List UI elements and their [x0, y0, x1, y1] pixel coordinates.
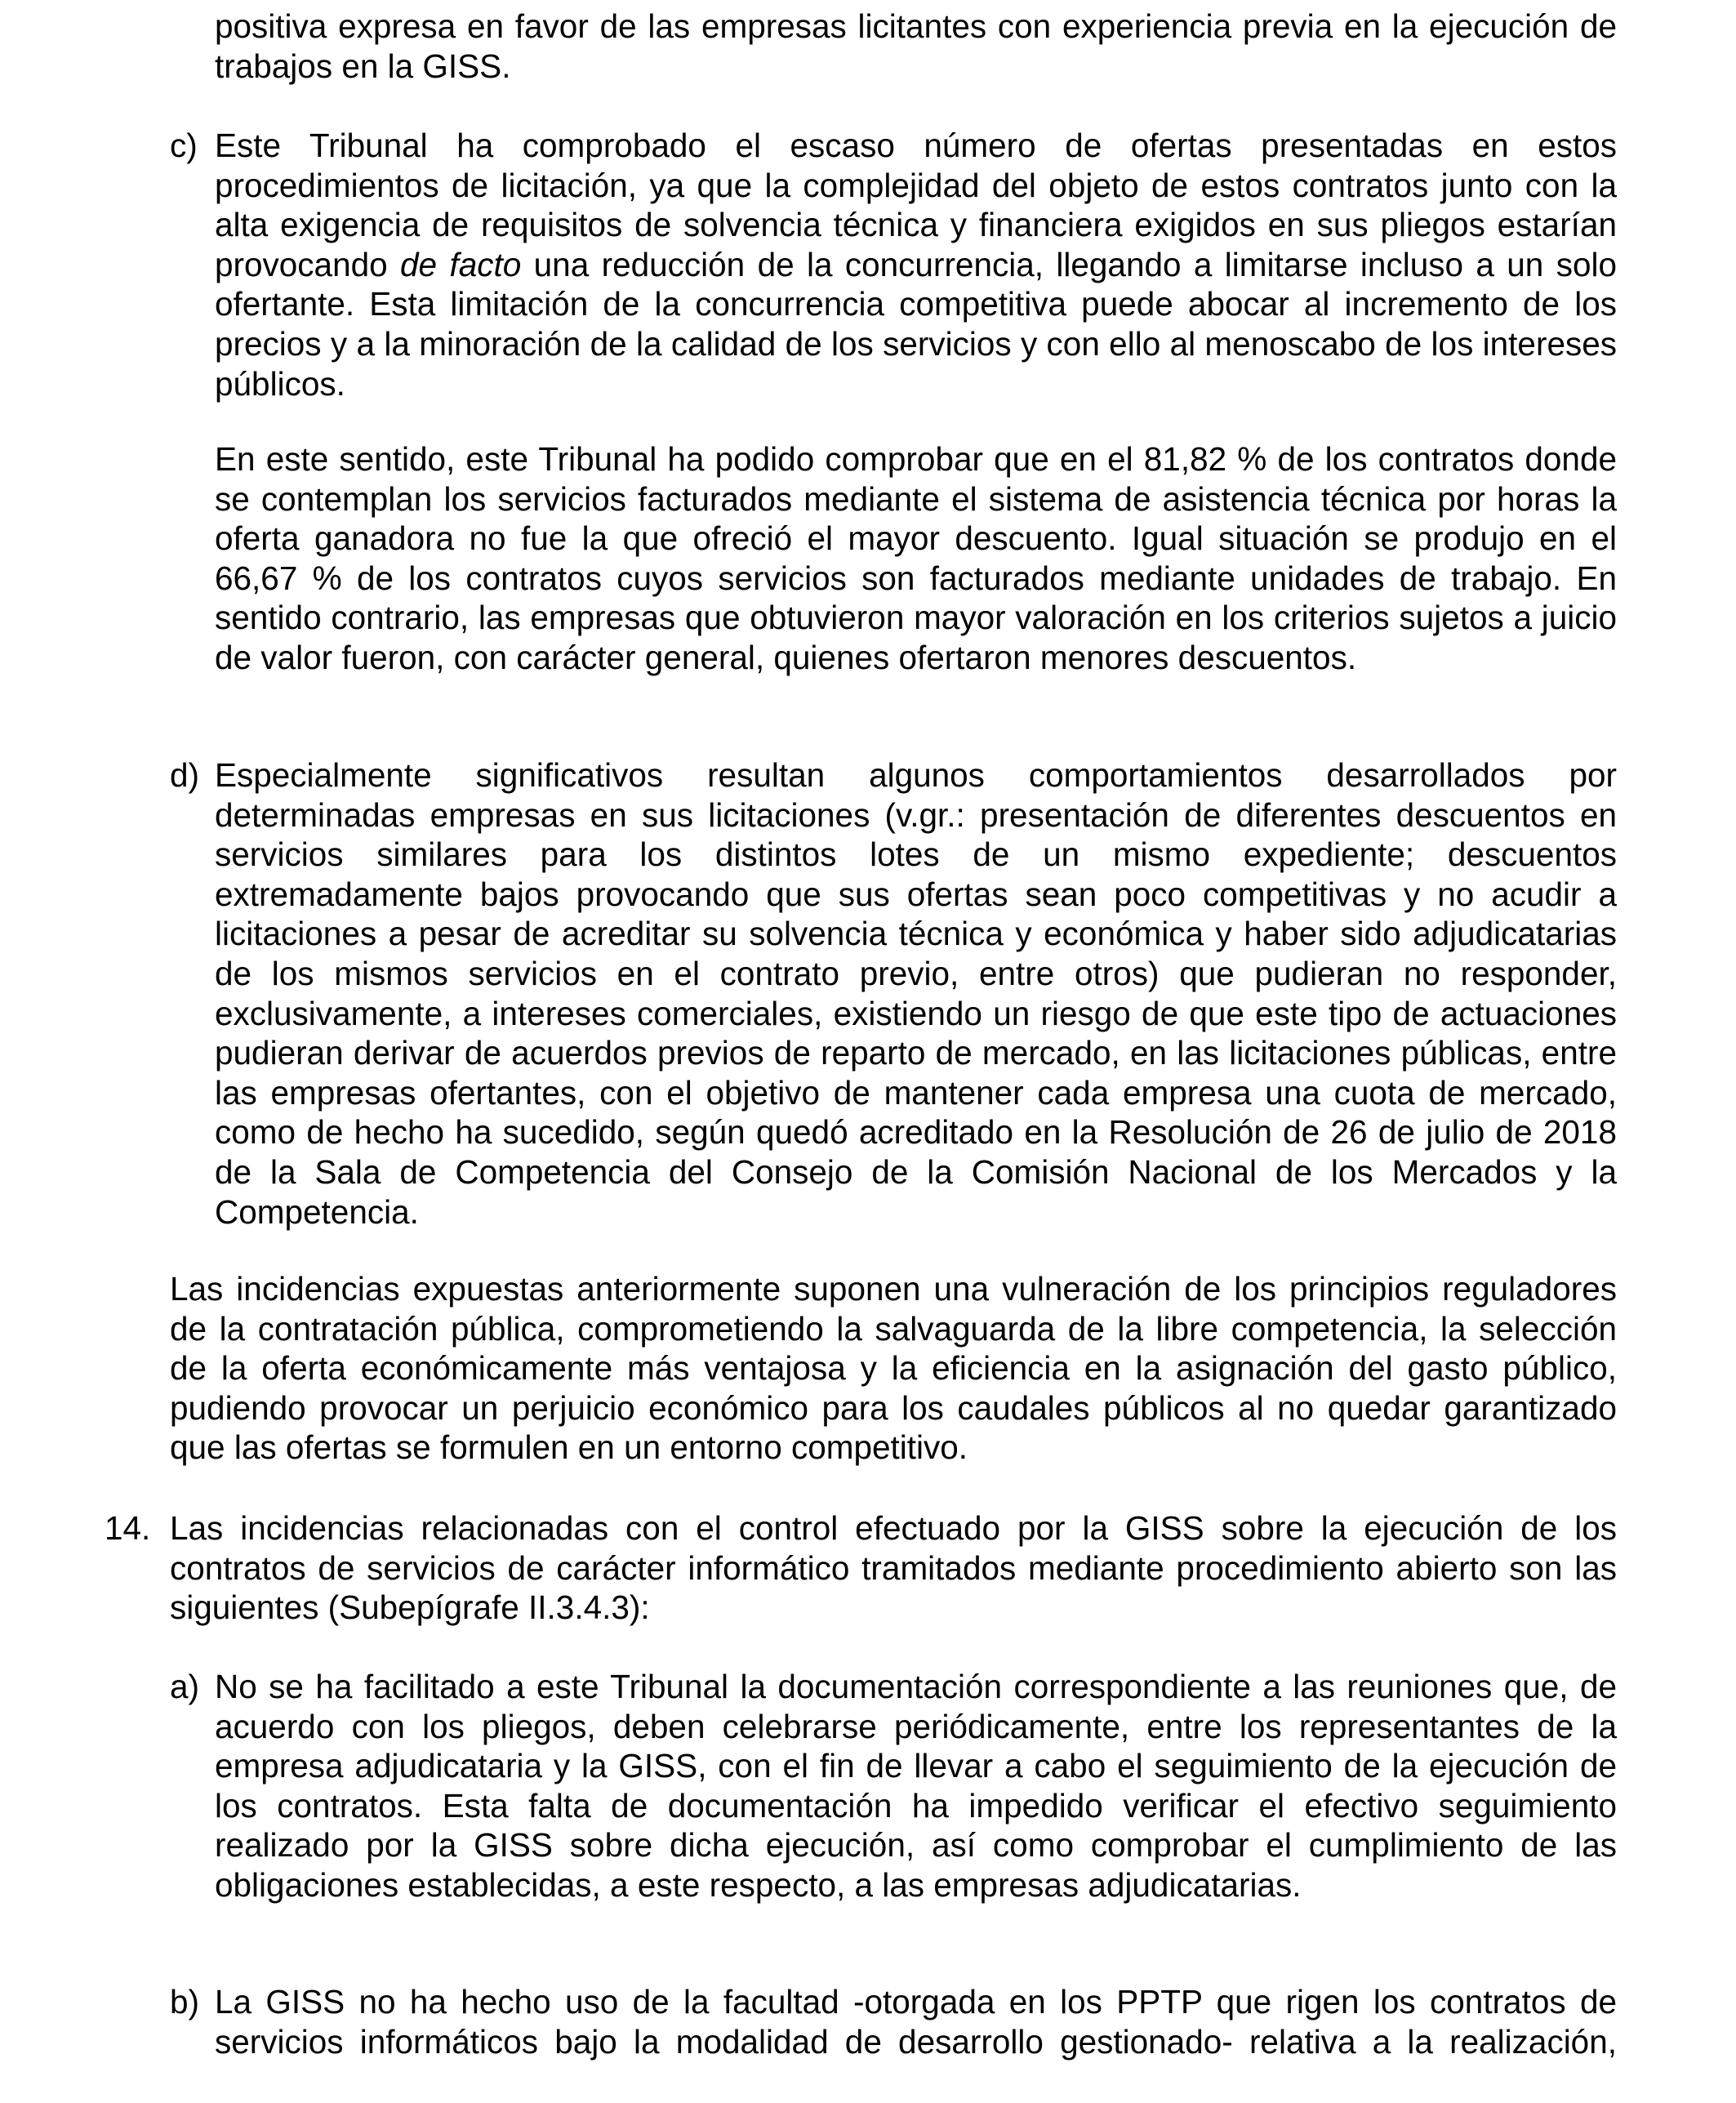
- point-14-number: 14.: [105, 1509, 151, 1547]
- item-c-text-start: Este Tribunal ha comprobado el escaso número de ofertas presentadas en estos procedimientos de licitación, ya que la complejidad del objeto de estos contratos junto con la alta exigencia de requisitos de solvencia técnica y financiera exigidos en sus pliegos estarían provocando: [215, 127, 1617, 283]
- continuation-paragraph: positiva expresa en favor de las empresas licitantes con experiencia previa en la ejecución de trabajos en la GISS.: [215, 7, 1617, 85]
- item-c-text-end: una reducción de la concurrencia, llegando a limitarse incluso a un solo ofertante. Esta limitación de la concurrencia competitiva puede abocar al incremento de los precios y a la minoración de la calidad de los servicios y con ello al menoscabo de los intereses públicos.: [215, 245, 1617, 403]
- item-c-paragraph-2: En este sentido, este Tribunal ha podido comprobar que en el 81,82 % de los contratos donde se contemplan los servicios facturados mediante el sistema de asistencia técnica por horas la oferta ganadora no fue la que ofreció el mayor descuento. Igual situación se produjo en el 66,67 % de los contratos cuyos servicios son facturados mediante unidades de trabajo. En sentido contrario, las empresas que obtuvieron mayor valoración en los criterios sujetos a juicio de valor fueron, con carácter general, quienes ofertaron menores descuentos.: [215, 440, 1617, 676]
- item-c-italic-term: de facto: [400, 245, 522, 283]
- point-14-item-b-marker: b): [170, 1983, 200, 2021]
- point-14-item-a-paragraph: No se ha facilitado a este Tribunal la documentación correspondiente a las reuniones que, de acuerdo con los pliegos, deben celebrarse periódicamente, entre los representantes de la empresa adjudicataria y la GISS, con el fin de llevar a cabo el seguimiento de la ejecución de los contratos. Esta falta de documentación ha impedido verificar el efectivo seguimiento realizado por la GISS sobre dicha ejecución, así como comprobar el cumplimiento de las obligaciones establecidas, a este respecto, a las empresas adjudicatarias.: [215, 1668, 1617, 1904]
- item-d-marker: d): [170, 756, 200, 794]
- conclusion-paragraph: Las incidencias expuestas anteriormente suponen una vulneración de los principios reguladores de la contratación pública, comprometiendo la salvaguarda de la libre competencia, la selección de la oferta económicamente más ventajosa y la eficiencia en la asignación del gasto público, pudiendo provocar un perjuicio económico para los caudales públicos al no quedar garantizado que las ofertas se formulen en un entorno competitivo.: [170, 1270, 1617, 1467]
- point-14-item-a-marker: a): [170, 1668, 200, 1705]
- point-14-paragraph: Las incidencias relacionadas con el control efectuado por la GISS sobre la ejecución de los contratos de servicios de carácter informático tramitados mediante procedimiento abierto son las siguientes (Subepígrafe II.3.4.3):: [170, 1509, 1617, 1627]
- point-14-item-b-paragraph: La GISS no ha hecho uso de la facultad -otorgada en los PPTP que rigen los contratos de servicios informáticos bajo la modalidad de desarrollo gestionado- relativa a la realización,: [215, 1983, 1617, 2061]
- item-c-paragraph: [215, 126, 1617, 403]
- item-c-marker: c): [170, 127, 198, 164]
- item-d-paragraph: Especialmente significativos resultan algunos comportamientos desarrollados por determinadas empresas en sus licitaciones (v.gr.: presentación de diferentes descuentos en servicios similares para los distintos lotes de un mismo expediente; descuentos extremadamente bajos provocando que sus ofertas sean poco competitivas y no acudir a licitaciones a pesar de acreditar su solvencia técnica y económica y haber sido adjudicatarias de los mismos servicios en el contrato previo, entre otros) que pudieran no responder, exclusivamente, a intereses comerciales, existiendo un riesgo de que este tipo de actuaciones pudieran derivar de acuerdos previos de reparto de mercado, en las licitaciones públicas, entre las empresas ofertantes, con el objetivo de mantener cada empresa una cuota de mercado, como de hecho ha sucedido, según quedó acreditado en la Resolución de 26 de julio de 2018 de la Sala de Competencia del Consejo de la Comisión Nacional de los Mercados y la Competencia.: [215, 756, 1617, 1231]
